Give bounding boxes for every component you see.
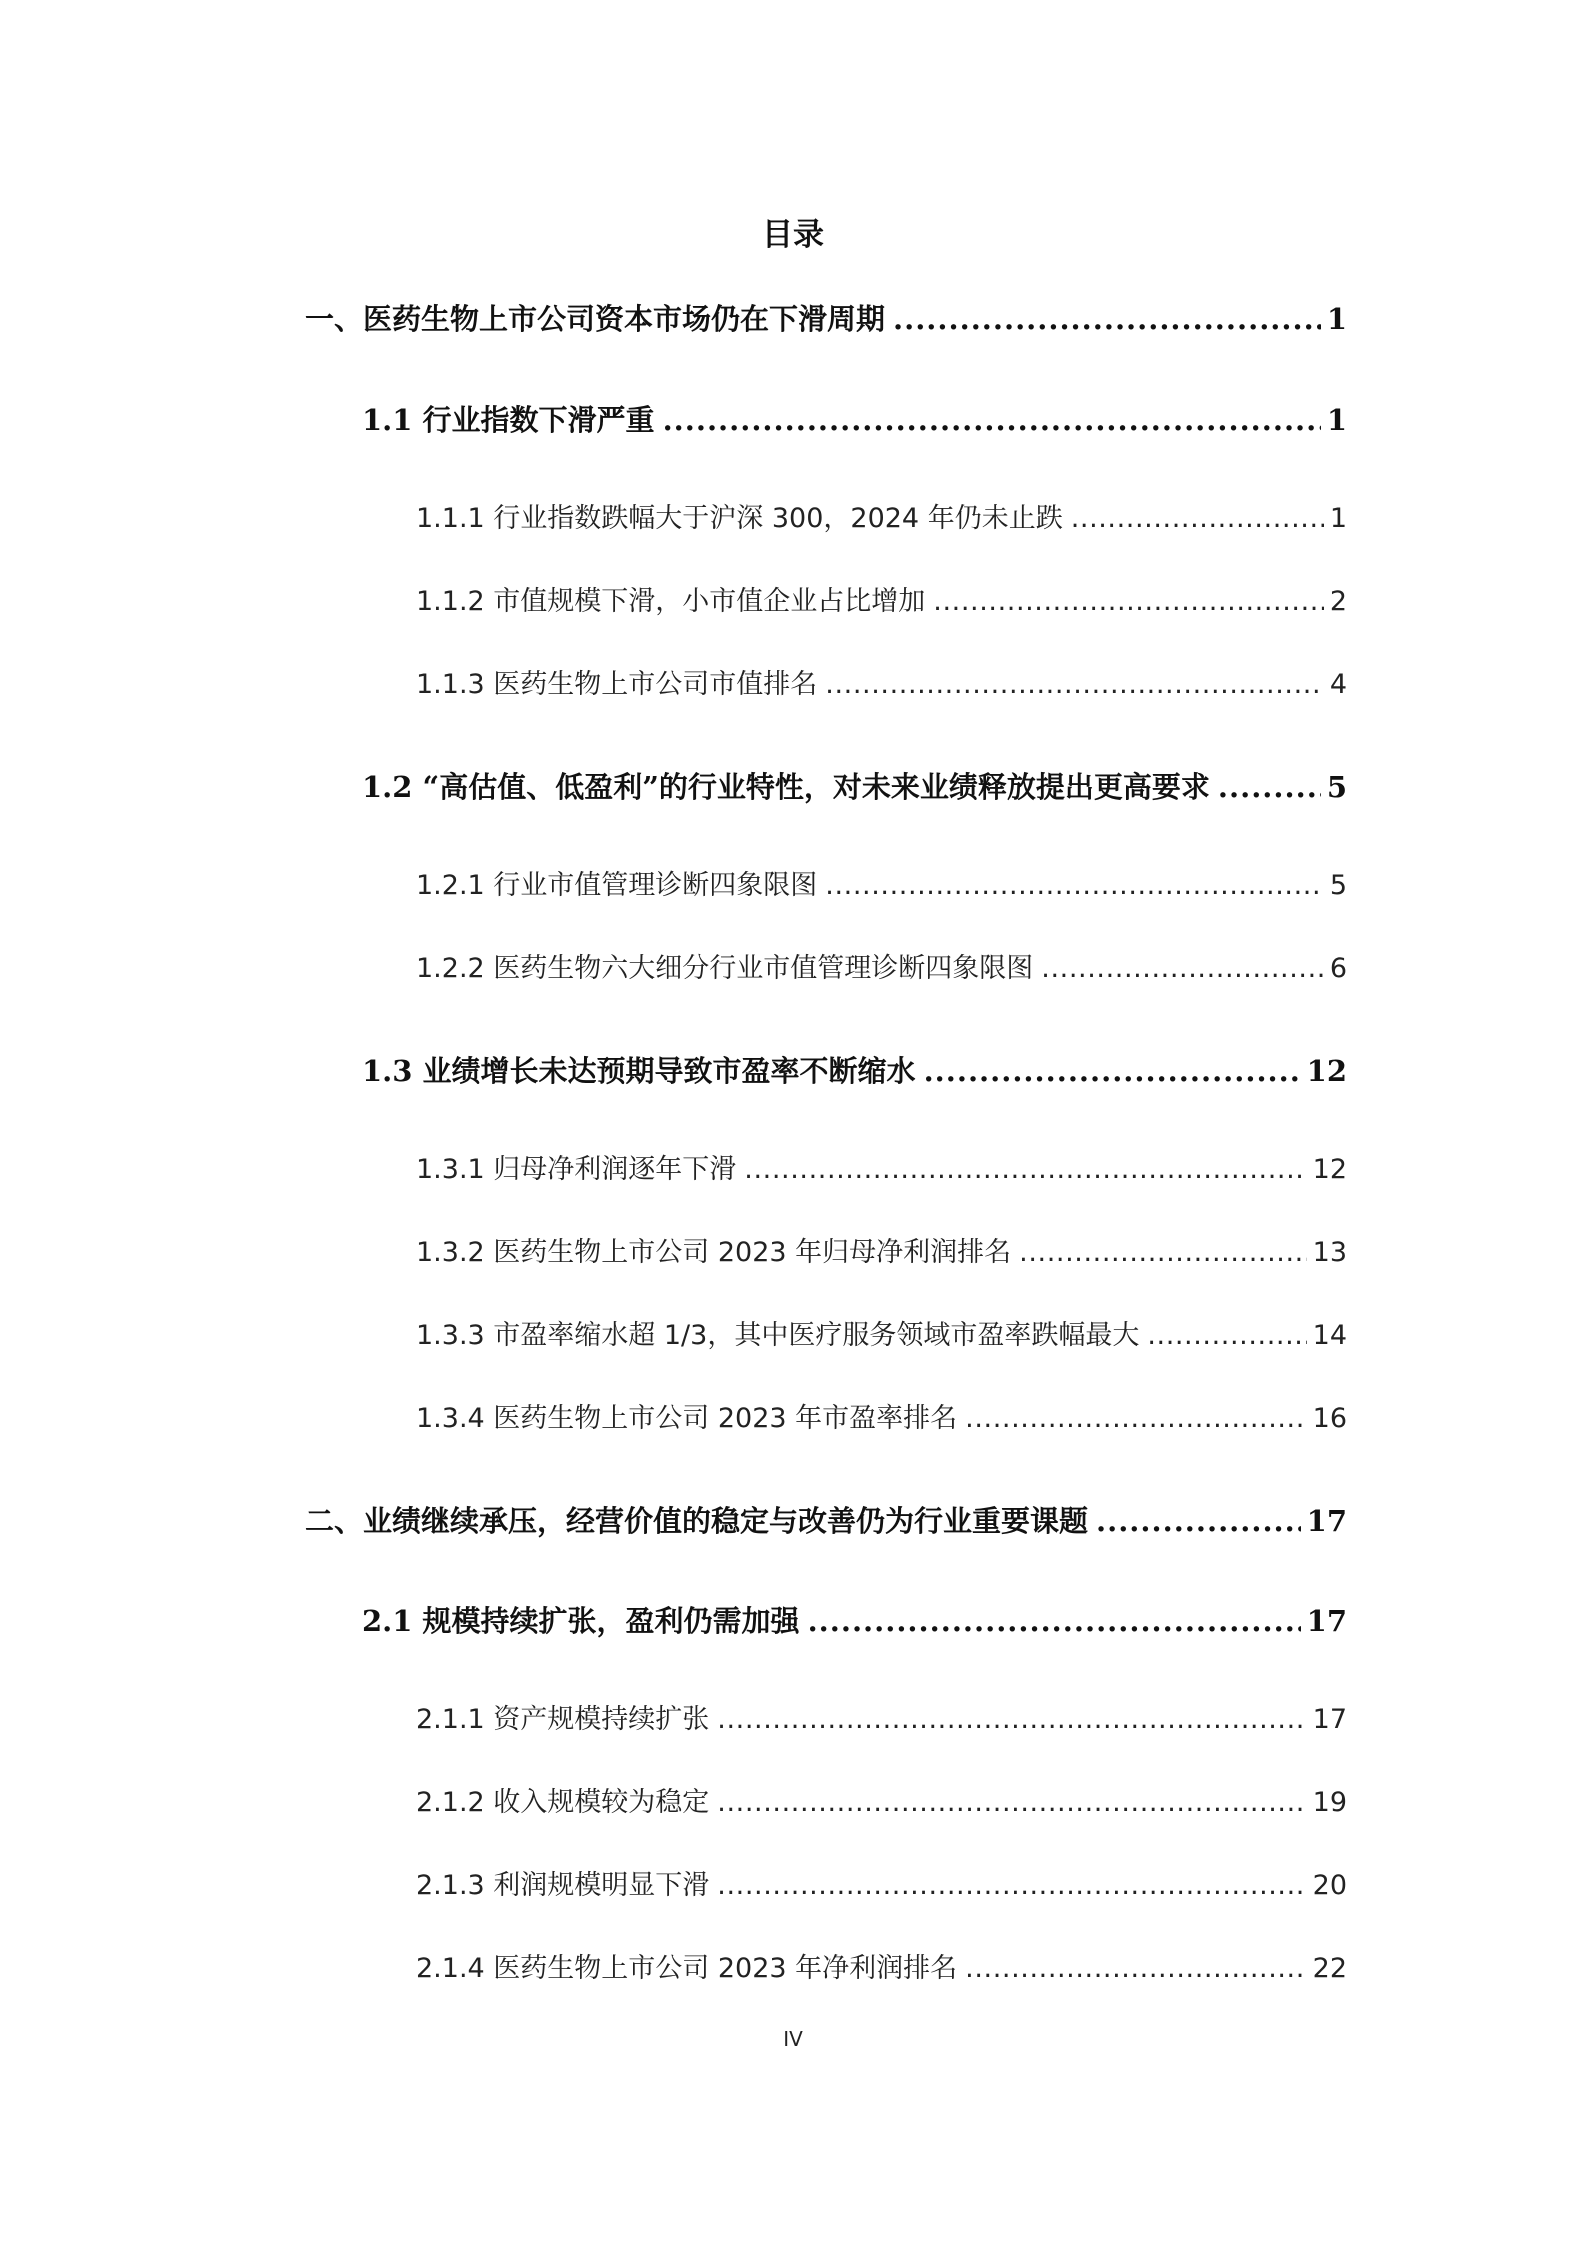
toc-entry-2-1-2[interactable] — [416, 1779, 1347, 1827]
toc-entry-text: 2.1 规模持续扩张，盈利仍需加强 — [362, 1604, 800, 1638]
toc-entry-text: 1.3.3 市盈率缩水超 1/3，其中医疗服务领域市盈率跌幅最大 — [416, 1320, 1140, 1351]
toc-entry-text: 1.1.1 行业指数跌幅大于沪深 300，2024 年仍未止跌 — [416, 503, 1063, 534]
toc-entry-1-1-3[interactable] — [416, 661, 1347, 709]
toc-page-number: 20 — [1312, 1870, 1347, 1901]
toc-leader-dots — [893, 294, 1321, 344]
toc-entry-text: 2.1.1 资产规模持续扩张 — [416, 1704, 710, 1735]
toc-entry-text: 1.1.2 市值规模下滑，小市值企业占比增加 — [416, 586, 926, 617]
toc-entry-text: 1.3.4 医药生物上市公司 2023 年市盈率排名 — [416, 1403, 958, 1434]
toc-entry-text: 1.2 “高估值、低盈利”的行业特性，对未来业绩释放提出更高要求 — [362, 770, 1210, 804]
toc-entry-1-3-4[interactable] — [416, 1395, 1347, 1443]
toc-leader-dots — [717, 1779, 1306, 1827]
toc-leader-dots — [1147, 1312, 1306, 1360]
toc-leader-dots — [933, 578, 1324, 626]
toc-page-number: 1 — [1326, 302, 1347, 336]
toc-entry-text: 1.3 业绩增长未达预期导致市盈率不断缩水 — [362, 1054, 916, 1088]
toc-entry-1-2[interactable] — [362, 762, 1347, 812]
toc-entry-text: 一、医药生物上市公司资本市场仍在下滑周期 — [305, 302, 886, 336]
toc-page-number: 12 — [1312, 1154, 1347, 1185]
toc-leader-dots — [825, 661, 1324, 709]
toc-page-number: 14 — [1312, 1320, 1347, 1351]
toc-leader-dots — [663, 395, 1321, 445]
toc-entry-text: 1.3.2 医药生物上市公司 2023 年归母净利润排名 — [416, 1237, 1012, 1268]
toc-entry-text: 2.1.4 医药生物上市公司 2023 年净利润排名 — [416, 1953, 958, 1984]
toc-page-number: 2 — [1329, 586, 1347, 617]
toc-leader-dots — [1096, 1496, 1301, 1546]
toc-entry-1-2-1[interactable] — [416, 862, 1347, 910]
toc-page-number: 12 — [1306, 1054, 1347, 1088]
toc-entry-1-3-1[interactable] — [416, 1146, 1347, 1194]
toc-entry-2-1-4[interactable] — [416, 1945, 1347, 1993]
toc-entry-text: 2.1.3 利润规模明显下滑 — [416, 1870, 710, 1901]
toc-page-number: 17 — [1312, 1704, 1347, 1735]
toc-page-number: 1 — [1326, 403, 1347, 437]
toc-entry-text: 1.3.1 归母净利润逐年下滑 — [416, 1154, 737, 1185]
toc-title: 目录 — [762, 217, 824, 253]
toc-page-number: 19 — [1312, 1787, 1347, 1818]
toc-leader-dots — [717, 1862, 1306, 1910]
toc-page-number: 5 — [1326, 770, 1347, 804]
toc-leader-dots — [1071, 495, 1324, 543]
toc-leader-dots — [744, 1146, 1306, 1194]
toc-entry-2-1[interactable] — [362, 1596, 1347, 1646]
toc-page-number: 13 — [1312, 1237, 1347, 1268]
toc-entry-text: 二、业绩继续承压，经营价值的稳定与改善仍为行业重要课题 — [305, 1504, 1089, 1538]
toc-page-number: 1 — [1329, 503, 1347, 534]
toc-leader-dots — [924, 1046, 1301, 1096]
toc-page-number: 16 — [1312, 1403, 1347, 1434]
toc-entry-chapter-2[interactable] — [305, 1496, 1347, 1546]
toc-entry-1-3-2[interactable] — [416, 1229, 1347, 1277]
toc-entry-1-2-2[interactable] — [416, 945, 1347, 993]
toc-entry-text: 2.1.2 收入规模较为稳定 — [416, 1787, 710, 1818]
toc-leader-dots — [1218, 762, 1321, 812]
toc-entry-1-1-1[interactable] — [416, 495, 1347, 543]
toc-entry-chapter-1[interactable] — [305, 294, 1347, 344]
page-number-footer: IV — [783, 2027, 803, 2051]
toc-leader-dots — [965, 1945, 1306, 1993]
toc-page-number: 17 — [1306, 1504, 1347, 1538]
toc-entry-2-1-3[interactable] — [416, 1862, 1347, 1910]
toc-entry-text: 1.1.3 医药生物上市公司市值排名 — [416, 669, 818, 700]
toc-page-number: 22 — [1312, 1953, 1347, 1984]
toc-page-number: 6 — [1329, 953, 1347, 984]
toc-entry-text: 1.1 行业指数下滑严重 — [362, 403, 655, 437]
toc-leader-dots — [717, 1696, 1306, 1744]
toc-page-number: 4 — [1329, 669, 1347, 700]
toc-page-number: 17 — [1306, 1604, 1347, 1638]
toc-leader-dots — [1041, 945, 1324, 993]
toc-leader-dots — [808, 1596, 1301, 1646]
toc-leader-dots — [965, 1395, 1306, 1443]
toc-entry-1-1-2[interactable] — [416, 578, 1347, 626]
toc-entry-text: 1.2.1 行业市值管理诊断四象限图 — [416, 870, 818, 901]
toc-entry-1-1[interactable] — [362, 395, 1347, 445]
toc-entry-text: 1.2.2 医药生物六大细分行业市值管理诊断四象限图 — [416, 953, 1034, 984]
toc-leader-dots — [825, 862, 1324, 910]
toc-entry-1-3[interactable] — [362, 1046, 1347, 1096]
toc-leader-dots — [1019, 1229, 1306, 1277]
toc-page-number: 5 — [1329, 870, 1347, 901]
toc-entry-2-1-1[interactable] — [416, 1696, 1347, 1744]
toc-entry-1-3-3[interactable] — [416, 1312, 1347, 1360]
